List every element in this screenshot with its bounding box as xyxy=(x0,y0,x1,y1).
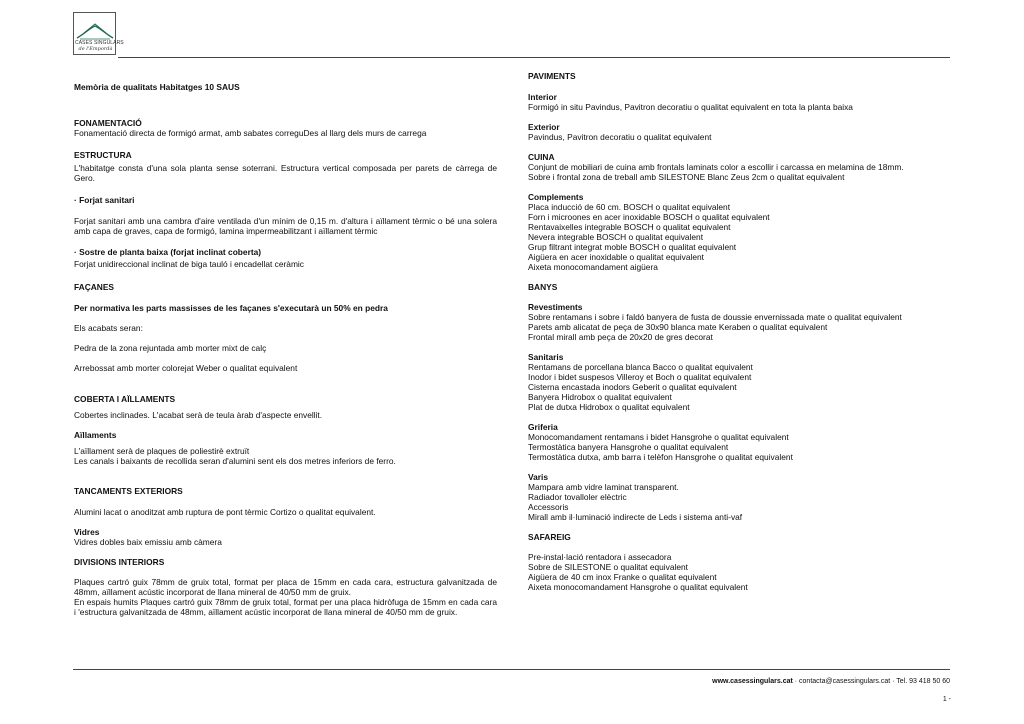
griferia-item: Termostàtica dutxa, amb barra i telèfon Hansgrohe o qualitat equivalent xyxy=(528,452,793,462)
sanitaris-item: Plat de dutxa Hidrobox o qualitat equivalent xyxy=(528,402,690,412)
safareig-heading: SAFAREIG xyxy=(528,532,571,542)
sanitaris-item: Rentamans de porcellana blanca Bacco o qualitat equivalent xyxy=(528,362,753,372)
facanes-pedra: Pedra de la zona rejuntada amb morter mixt de calç xyxy=(74,343,267,353)
sostre-heading: · Sostre de planta baixa (forjat inclinat coberta) xyxy=(74,247,262,257)
cuina-line: Sobre i frontal zona de treball amb SILESTONE Blanc Zeus 2cm o qualitat equivalent xyxy=(528,172,845,182)
complements-item: Nevera integrable BOSCH o qualitat equivalent xyxy=(528,232,704,242)
coberta-text: Cobertes inclinades. L'acabat serà de teula àrab d'aspecte envellit. xyxy=(74,410,323,420)
logo-text: CASES SINGULARS xyxy=(75,40,124,46)
vidres-heading: Vidres xyxy=(74,527,100,537)
aillaments-line-2: Les canals i baixants de recollida seran d'alumini sent els dos metres inferiors de ferro. xyxy=(74,456,396,466)
sanitaris-item: Banyera Hidrobox o qualitat equivalent xyxy=(528,392,672,402)
complements-heading: Complements xyxy=(528,192,584,202)
facanes-acabats: Els acabats seran: xyxy=(74,323,143,333)
complements-item: Placa inducció de 60 cm. BOSCH o qualitat equivalent xyxy=(528,202,731,212)
exterior-heading: Exterior xyxy=(528,122,560,132)
vidres-text: Vidres dobles baix emissiu amb càmera xyxy=(74,537,222,547)
page-number: 1 - xyxy=(942,696,951,703)
revestiments-item: Sobre rentamans i sobre i faldó banyera de fusta de doussie envernissada mate o qualitat equivalent xyxy=(528,312,902,322)
safareig-item: Aixeta monocomandament Hansgrohe o qualitat equivalent xyxy=(528,582,748,592)
cuina-line: Conjunt de mobiliari de cuina amb frontals laminats color a escollir i carcassa en melamina de 18mm. xyxy=(528,162,904,172)
facanes-arrebossat: Arrebossat amb morter colorejat Weber o qualitat equivalent xyxy=(74,363,298,373)
footer-rule xyxy=(73,669,950,670)
varis-heading: Varis xyxy=(528,472,549,482)
complements-item: Forn i microones en acer inoxidable BOSCH o qualitat equivalent xyxy=(528,212,770,222)
roof-logo-icon xyxy=(76,16,114,40)
estructura-heading: ESTRUCTURA xyxy=(74,150,132,160)
revestiments-item: Frontal mirall amb peça de 20x20 de gres decorat xyxy=(528,332,713,342)
coberta-heading: COBERTA I AÏLLAMENTS xyxy=(74,394,176,404)
footer xyxy=(712,677,950,686)
facanes-normativa: Per normativa les parts massisses de les façanes s'executarà un 50% en pedra xyxy=(74,303,388,313)
varis-item: Mirall amb il·luminació indirecte de Leds i sistema anti-vaf xyxy=(528,512,743,522)
divisions-heading: DIVISIONS INTERIORS xyxy=(74,557,165,567)
left-column xyxy=(74,82,497,617)
company-logo xyxy=(73,12,124,55)
contact-info: · contacta@casessingulars.cat · Tel. 93 418 50 60 xyxy=(792,678,950,685)
exterior-text: Pavindus, Pavitron decoratiu o qualitat equivalent xyxy=(528,132,712,142)
sanitaris-item: Cisterna encastada inodors Geberit o qualitat equivalent xyxy=(528,382,737,392)
fonamentacio-text: Fonamentació directa de formigó armat, amb sabates correguDes al llarg dels murs de carrega xyxy=(74,128,427,138)
varis-item: Radiador tovalloler elèctric xyxy=(528,492,627,502)
facanes-heading: FAÇANES xyxy=(74,282,115,292)
tancaments-text: Alumini lacat o anoditzat amb ruptura de pont tèrmic Cortizo o qualitat equivalent. xyxy=(74,507,376,517)
complements-item: Aigüera en acer inoxidable o qualitat equivalent xyxy=(528,252,704,262)
complements-item: Rentavaixelles integrable BOSCH o qualitat equivalent xyxy=(528,222,731,232)
griferia-item: Termostàtica banyera Hansgrohe o qualitat equivalent xyxy=(528,442,729,452)
varis-item: Mampara amb vidre laminat transparent. xyxy=(528,482,679,492)
right-column xyxy=(528,71,953,592)
forjat-text: Forjat sanitari amb una cambra d'aire ventilada d'un mínim de 0,15 m. d'altura i aïllament tèrmic o bé una solera amb capa de graves, capa de formigó, lamina impermeabilitzant i aïllament tèrmic xyxy=(74,216,497,236)
website-link[interactable]: www.casessingulars.cat xyxy=(712,678,793,685)
aillaments-heading: Aïllaments xyxy=(74,430,117,440)
banys-heading: BANYS xyxy=(528,282,558,292)
aillaments-line-1: L'aïllament serà de plaques de poliestirè extruït xyxy=(74,446,250,456)
complements-item: Aixeta monocomandament aigüera xyxy=(528,262,658,272)
sostre-text: Forjat unidireccional inclinat de biga tauló i encadellat ceràmic xyxy=(74,259,304,269)
divisions-text-1: Plaques cartró guix 78mm de gruix total, format per placa de 15mm en cada cara, estructura galvanitzada de 48mm, aïllament acústic incorporat de llana mineral de 40/50 mm de gruix. xyxy=(74,577,497,597)
revestiments-heading: Revestiments xyxy=(528,302,583,312)
interior-text: Formigó in situ Pavindus, Pavitron decoratiu o qualitat equivalent en tota la planta baixa xyxy=(528,102,853,112)
tancaments-heading: TANCAMENTS EXTERIORS xyxy=(74,486,183,496)
safareig-item: Pre-instal·lació rentadora i assecadora xyxy=(528,552,672,562)
paviments-heading: PAVIMENTS xyxy=(528,71,576,81)
cuina-heading: CUINA xyxy=(528,152,555,162)
varis-item: Accessoris xyxy=(528,502,569,512)
header-rule xyxy=(118,57,950,58)
interior-heading: Interior xyxy=(528,92,557,102)
griferia-heading: Griferia xyxy=(528,422,558,432)
griferia-item: Monocomandament rentamans i bidet Hansgrohe o qualitat equivalent xyxy=(528,432,789,442)
sanitaris-item: Inodor i bidet suspesos Villeroy et Boch o qualitat equivalent xyxy=(528,372,752,382)
sanitaris-heading: Sanitaris xyxy=(528,352,564,362)
safareig-item: Sobre de SILESTONE o qualitat equivalent xyxy=(528,562,688,572)
revestiments-item: Parets amb alicatat de peça de 30x90 blanca mate Keraben o qualitat equivalent xyxy=(528,322,828,332)
forjat-heading: · Forjat sanitari xyxy=(74,195,135,205)
safareig-item: Aigüera de 40 cm inox Franke o qualitat equivalent xyxy=(528,572,717,582)
document-title: Memòria de qualitats Habitatges 10 SAUS xyxy=(74,82,240,92)
estructura-text: L'habitatge consta d'una sola planta sense soterrani. Estructura vertical composada per parets de càrrega de Gero. xyxy=(74,163,497,183)
complements-item: Grup filtrant integrat moble BOSCH o qualitat equivalent xyxy=(528,242,737,252)
logo-subtext: de l'Empordà xyxy=(78,46,113,52)
divisions-text-2: En espais humits Plaques cartró guix 78mm de gruix total, format per una placa hidròfuga de 15mm en cada cara i 'estructura galvanitzada de 48mm, aïllament acústic incorporat de llana mineral de 40/50 mm de gruix. xyxy=(74,597,497,617)
fonamentacio-heading: FONAMENTACIÓ xyxy=(74,118,142,128)
